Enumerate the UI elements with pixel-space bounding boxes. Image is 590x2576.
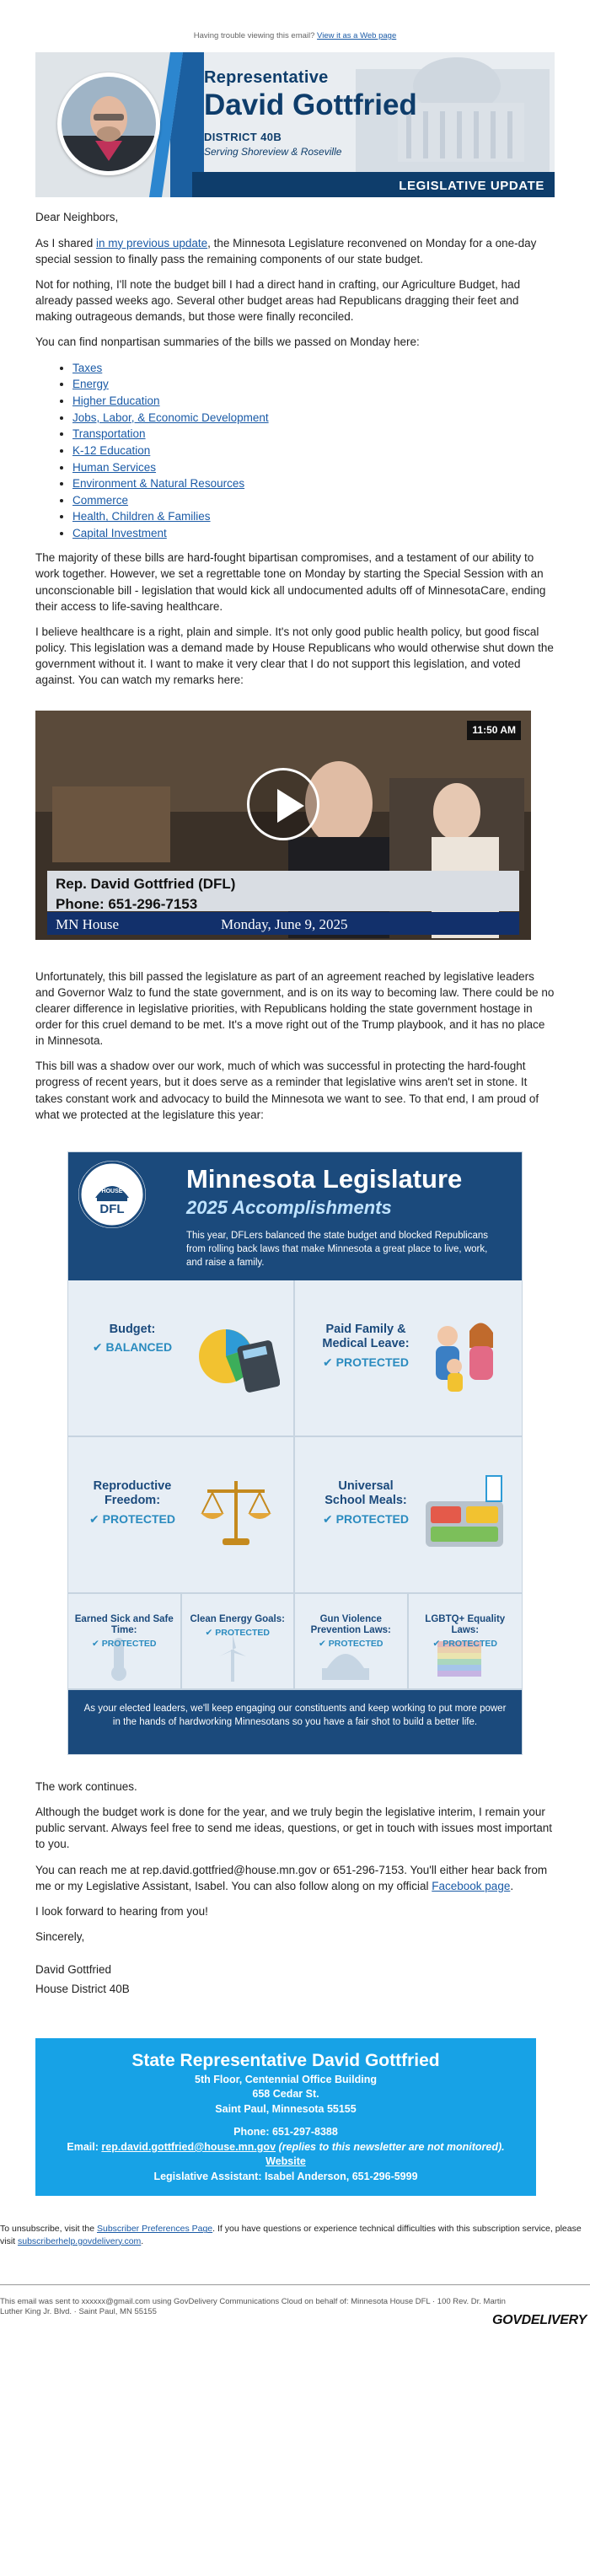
list-item (72, 360, 555, 376)
rep-label: Representative (204, 68, 329, 88)
cell-status (317, 1355, 415, 1371)
video-timestamp: 11:50 AM (467, 721, 521, 740)
contact-footer (35, 2038, 536, 2197)
caption-bar (47, 912, 519, 935)
list-item (72, 443, 555, 459)
bill-link-jobs[interactable]: Jobs, Labor, & Economic Development (72, 411, 269, 424)
accomplishments-row (68, 1594, 522, 1690)
caption-date: Monday, June 9, 2025 (221, 915, 348, 932)
scales-icon (192, 1471, 280, 1555)
paragraph-agriculture: Not for nothing, I'll note the budget bill I had a direct hand in crafting, our Agriculture Budget, had already passed weeks ago. Several other budget areas had Republicans dragging their feet and making outrageous demands, but those were finally reconciled. (35, 277, 521, 324)
status-text: PROTECTED (215, 1628, 270, 1639)
web-view-link[interactable]: View it as a Web page (317, 31, 397, 40)
list-item (72, 475, 555, 491)
bill-list (72, 360, 555, 542)
rep-district: DISTRICT 40B (204, 130, 282, 143)
paragraph-interim: Although the budget work is done for the year, and we truly begin the legislative interim, I remain your public servant. Always feel free to send me ideas, questions, or get in touch with issues most important to you. (35, 1806, 553, 1851)
check-icon: ✔ (432, 1639, 441, 1650)
sender-info: This email was sent to xxxxxx@gmail.com using GovDelivery Communications Cloud on behalf of: Minnesota House DFL · 100 Rev. Dr. Martin Luther King Jr. Blvd. · Saint Paul, MN 55155 (0, 2296, 506, 2317)
list-item (72, 426, 555, 442)
check-icon: ✔ (323, 1355, 333, 1369)
web-view-text: Having trouble viewing this email? (193, 31, 315, 40)
rep-name: David Gottfried (204, 88, 417, 121)
contact-text-a: You can reach me at rep.david.gottfried@house.mn.gov or 651-296-7153. You'll either hear back from me or my Legislative Assistant, Isabel. You can also follow along on my official (35, 1863, 548, 1892)
paragraph-closing: I look forward to hearing from you! (35, 1904, 208, 1918)
previous-update-link[interactable]: in my previous update (96, 236, 208, 250)
cell-title: Universal School Meals: (324, 1479, 407, 1508)
paragraph-intro (35, 235, 555, 267)
footer-title: State Representative David Gottfried (131, 2050, 440, 2070)
list-item (72, 410, 555, 426)
check-icon: ✔ (323, 1511, 333, 1526)
unsub-text-b: . If you have questions or experience technical difficulties with this subscription service, please visit (0, 2224, 582, 2246)
cell-title: Budget: (109, 1322, 156, 1336)
cell-title: Gun Violence Prevention Laws: (310, 1613, 391, 1636)
header-banner (35, 52, 555, 197)
accomplishments-title: Minnesota Legislature (186, 1163, 463, 1194)
govdelivery-logo: GOVDELIVERY (492, 2312, 587, 2327)
p1-text-b: , the Minnesota Legislature reconvened on Monday for a one-day special session to finally pass the remaining components of our state budget. (35, 236, 537, 266)
subscriber-help-link[interactable]: subscriberhelp.govdelivery.com (18, 2235, 142, 2246)
bill-link-k12[interactable]: K-12 Education (72, 443, 151, 457)
cell-title: Earned Sick and Safe Time: (74, 1613, 174, 1636)
paragraph-compromises: The majority of these bills are hard-fought bipartisan compromises, and a testament of our ability to work together. However, we set a regrettable tone on Monday by starting the Special Session with an unconscionable bill - legislation that would kick all undocumented adults off of MinnesotaCare, ending their access to life-saving healthcare. (35, 551, 546, 613)
sick-time-cell (68, 1594, 182, 1688)
list-item (72, 459, 555, 475)
status-text: PROTECTED (335, 1511, 409, 1526)
video-caption (47, 871, 519, 911)
unsubscribe-notice (0, 2196, 590, 2246)
p1-text-a: As I shared (35, 236, 97, 250)
bill-link-energy[interactable]: Energy (72, 378, 109, 391)
signature-name: David Gottfried (35, 1963, 112, 1977)
cell-status (185, 1627, 291, 1640)
accomplishments-grid (68, 1280, 522, 1594)
caption-phone: Phone: 651-296-7153 (56, 895, 198, 912)
footer-phone: Phone: 651-297-8388 (233, 2126, 338, 2139)
footer-email-line (52, 2140, 519, 2155)
gun-violence-cell (295, 1594, 409, 1688)
avatar (57, 72, 160, 175)
list-item (72, 376, 555, 392)
status-text: PROTECTED (328, 1639, 384, 1650)
signoff: Sincerely, (35, 1930, 85, 1944)
accomplishments-subtitle: 2025 Accomplishments (186, 1196, 392, 1218)
bill-link-health[interactable]: Health, Children & Families (72, 510, 211, 523)
clean-energy-cell (182, 1594, 296, 1688)
accomplishments-graphic (67, 1151, 523, 1755)
logo-house-text: HOUSE (101, 1188, 123, 1194)
paid-leave-cell (295, 1280, 522, 1437)
cell-status (72, 1638, 177, 1650)
logo-dfl-text: DFL (99, 1201, 125, 1216)
sender-footer (0, 2284, 590, 2327)
unsub-text-c: . (141, 2235, 144, 2246)
list-item (72, 492, 555, 508)
contact-text-b: . (510, 1879, 514, 1892)
status-text: PROTECTED (101, 1639, 157, 1650)
paragraph-contact (35, 1862, 555, 1894)
budget-cell (68, 1280, 295, 1437)
reproductive-freedom-cell (68, 1437, 295, 1594)
cell-status (298, 1638, 404, 1650)
list-item (72, 508, 555, 524)
caption-name: Rep. David Gottfried (DFL) (56, 875, 236, 892)
status-text: BALANCED (105, 1340, 173, 1355)
check-icon: ✔ (319, 1639, 326, 1650)
facebook-link[interactable]: Facebook page (432, 1879, 511, 1892)
check-icon: ✔ (205, 1628, 213, 1639)
footer-address-1: 5th Floor, Centennial Office Building (195, 2073, 377, 2085)
paragraph-shadow: This bill was a shadow over our work, much of which was successful in protecting the hard-fought progress of recent years, but it does serve as a reminder that legislative wins aren't set in stone. It takes constant work and advocacy to build the Minnesota we want to see. To that end, I am proud of what we protected at the legislature this year: (35, 1060, 539, 1121)
bill-link-human-services[interactable]: Human Services (72, 460, 157, 474)
bill-link-commerce[interactable]: Commerce (72, 493, 129, 507)
status-text: PROTECTED (102, 1511, 175, 1526)
cell-title: Clean Energy Goals: (190, 1613, 285, 1624)
caption-channel: MN House (56, 915, 120, 932)
cell-title: Reproductive Freedom: (93, 1479, 172, 1508)
rep-serving: Serving Shoreview & Roseville (204, 146, 342, 158)
bill-link-environment[interactable]: Environment & Natural Resources (72, 477, 245, 491)
list-item (72, 393, 555, 409)
bill-link-taxes[interactable]: Taxes (72, 361, 103, 374)
cell-status (317, 1511, 415, 1528)
footer-email-link[interactable]: rep.david.gottfried@house.mn.gov (101, 2140, 276, 2153)
status-text: PROTECTED (442, 1639, 497, 1650)
check-icon: ✔ (92, 1340, 103, 1355)
check-icon: ✔ (89, 1511, 99, 1526)
house-dfl-logo (78, 1161, 146, 1228)
school-meals-cell (295, 1437, 522, 1594)
portrait-photo (62, 77, 156, 171)
email-body (35, 52, 555, 2196)
cell-title: LGBTQ+ Equality Laws: (425, 1613, 506, 1636)
status-text: PROTECTED (335, 1355, 409, 1369)
email-label: Email: (67, 2140, 102, 2153)
greeting: Dear Neighbors, (35, 211, 119, 224)
cell-status (83, 1339, 181, 1356)
cell-status (83, 1511, 181, 1528)
video-player[interactable] (35, 711, 531, 940)
footer-assistant: Legislative Assistant: Isabel Anderson, 651-296-5999 (153, 2170, 418, 2182)
accomplishments-intro: This year, DFLers balanced the state budget and blocked Republicans from rolling back laws that make Minnesota a great place to live, work, and raise a family. (186, 1231, 488, 1269)
cell-status (412, 1638, 519, 1650)
footer-address-2: 658 Cedar St. (252, 2088, 319, 2101)
rep-title-block (204, 66, 417, 159)
subscriber-preferences-link[interactable]: Subscriber Preferences Page (96, 2224, 213, 2235)
lgbtq-cell (409, 1594, 523, 1688)
lunch-tray-icon (421, 1471, 508, 1555)
bill-link-higher-education[interactable]: Higher Education (72, 394, 160, 407)
calculator-pie-icon (192, 1314, 280, 1398)
legislative-update-bar: LEGISLATIVE UPDATE (192, 172, 555, 197)
accomplishments-header (68, 1152, 522, 1280)
list-item (72, 525, 555, 541)
footer-address-3: Saint Paul, Minnesota 55155 (215, 2102, 357, 2115)
message-content (35, 197, 555, 1997)
signature-district: House District 40B (35, 1983, 130, 1996)
email-note: (replies to this newsletter are not monitored). (276, 2140, 505, 2153)
unsub-text-a: To unsubscribe, visit the (0, 2224, 97, 2235)
wind-turbine-icon (190, 1634, 275, 1682)
paragraph-unfortunately: Unfortunately, this bill passed the legislature as part of an agreement reached by legislative leaders and Governor Walz to fund the state government, and is on its way to becoming law. There could be no clearer difference in legislative priorities, with Republicans holding the state government hostage in order for this cruel demand to be met. It's a move right out of the Trump playbook, and it has no place in Minnesota. (35, 969, 555, 1048)
paragraph-work-continues: The work continues. (35, 1779, 137, 1793)
paragraph-healthcare: I believe healthcare is a right, plain and simple. It's not only good public health policy, but good fiscal policy. This legislation was a demand made by House Republicans who would otherwise shut down the government without it. I want to make it very clear that I do not support this legislation, and voted against. You can watch my remarks here: (35, 625, 554, 687)
cell-title: Paid Family & Medical Leave: (322, 1322, 410, 1351)
bill-link-capital[interactable]: Capital Investment (72, 527, 167, 540)
footer-website-link[interactable]: Website (266, 2155, 306, 2168)
web-view-notice (0, 0, 590, 52)
paragraph-summaries: You can find nonpartisan summaries of the bills we passed on Monday here: (35, 335, 420, 349)
check-icon: ✔ (92, 1639, 99, 1650)
play-icon[interactable] (247, 768, 319, 840)
accomplishments-footer: As your elected leaders, we'll keep engaging our constituents and keep working to put more power in the hands of hardworking Minnesotans so you have a fair shot to build a better life. (68, 1690, 522, 1754)
family-icon (421, 1314, 508, 1398)
bill-link-transportation[interactable]: Transportation (72, 427, 146, 441)
